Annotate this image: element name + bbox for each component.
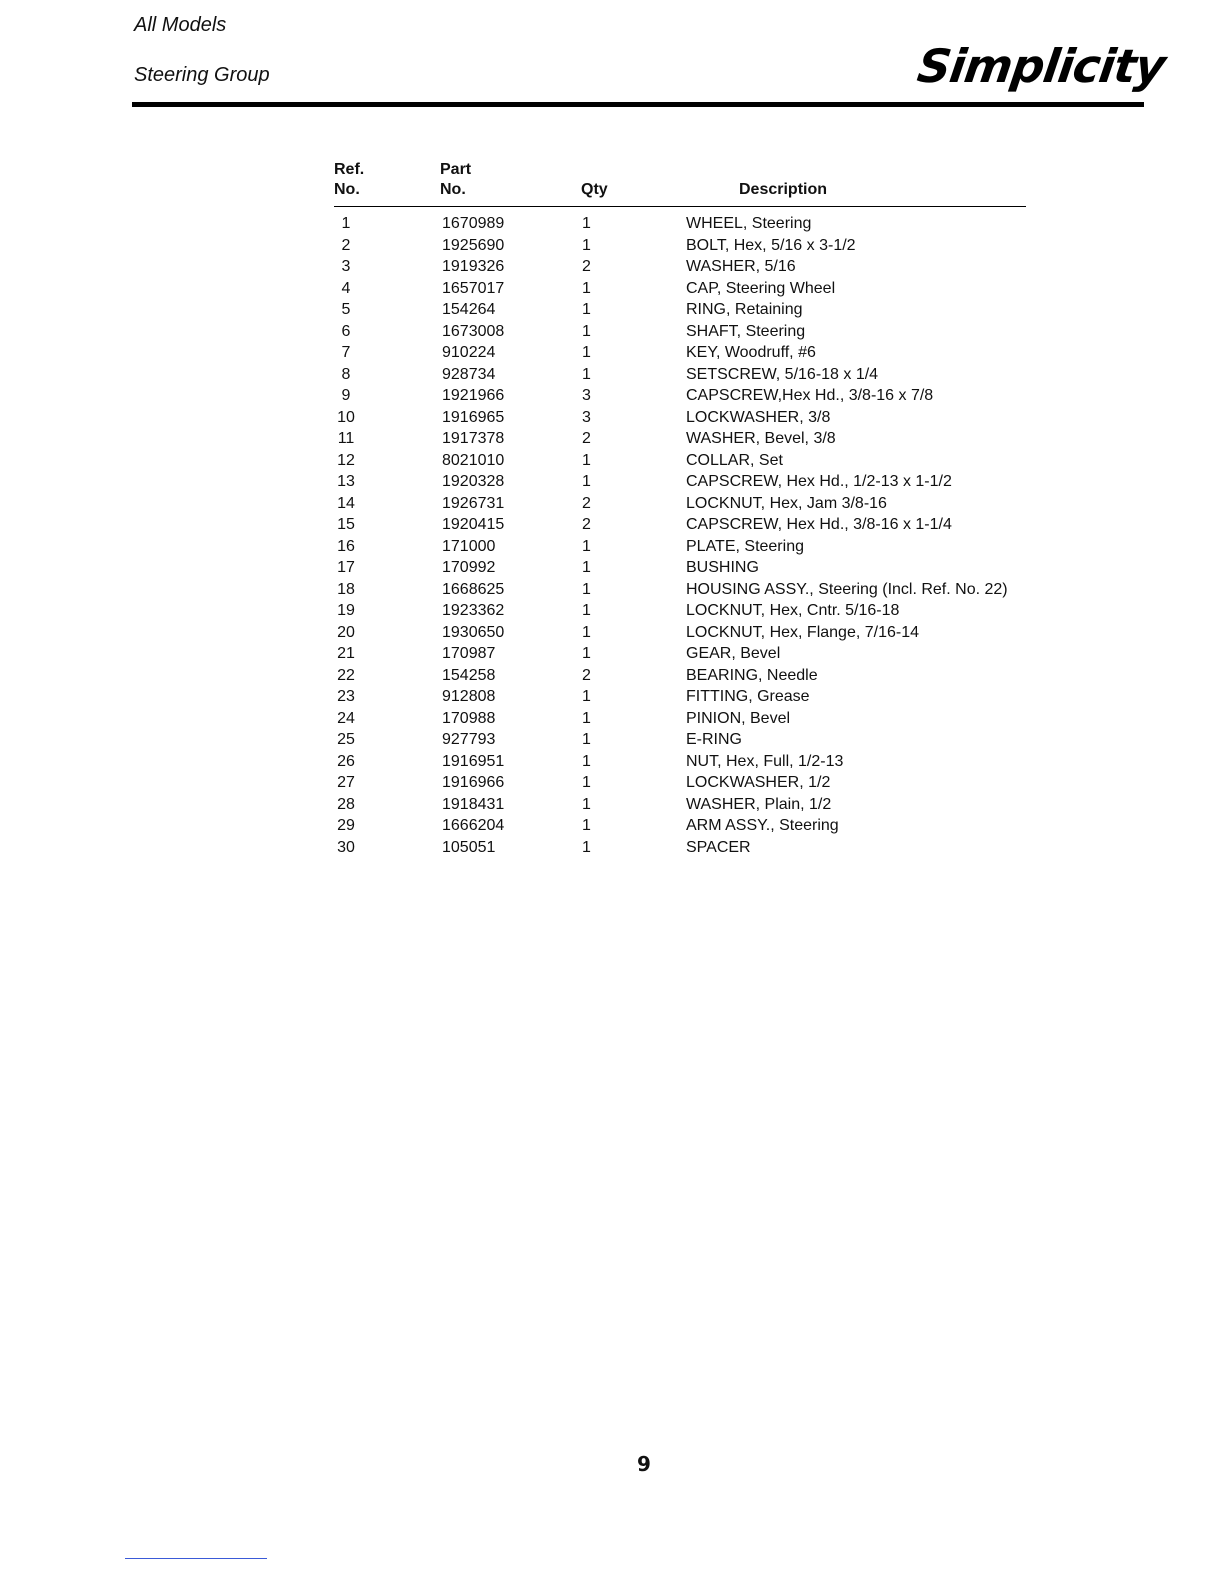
description-cell: HOUSING ASSY., Steering (Incl. Ref. No. 22) bbox=[686, 580, 1008, 598]
qty-cell: 1 bbox=[582, 365, 591, 383]
qty-cell: 1 bbox=[582, 559, 591, 576]
ref-no-cell: 18 bbox=[337, 580, 355, 598]
part-no-cell: 927793 bbox=[442, 731, 496, 748]
part-no-cell: 1920415 bbox=[442, 516, 505, 533]
part-no-cell: 1930650 bbox=[442, 623, 505, 641]
table-row bbox=[334, 751, 1026, 773]
qty-cell: 1 bbox=[582, 623, 591, 641]
table-row bbox=[334, 299, 1026, 321]
table-row bbox=[334, 385, 1026, 407]
table-row bbox=[334, 514, 1026, 536]
table-row bbox=[334, 536, 1026, 558]
ref-no-cell: 30 bbox=[337, 838, 355, 856]
description-cell: WASHER, Plain, 1/2 bbox=[686, 795, 832, 813]
ref-no-cell: 6 bbox=[341, 322, 351, 340]
description-cell: LOCKWASHER, 3/8 bbox=[686, 408, 831, 426]
description-cell: NUT, Hex, Full, 1/2-13 bbox=[686, 752, 844, 770]
ref-no-cell: 16 bbox=[337, 537, 355, 555]
description-cell: PINION, Bevel bbox=[686, 709, 791, 727]
description-cell: COLLAR, Set bbox=[686, 451, 783, 469]
ref-no-cell: 21 bbox=[337, 645, 355, 662]
table-row bbox=[334, 493, 1026, 515]
part-no-cell: 1917378 bbox=[442, 430, 505, 447]
ref-no-cell: 1 bbox=[341, 215, 351, 232]
part-no-cell: 1666204 bbox=[442, 817, 505, 834]
description-cell: LOCKNUT, Hex, Jam 3/8-16 bbox=[686, 494, 887, 512]
part-no-cell: 170992 bbox=[442, 559, 496, 576]
qty-cell: 3 bbox=[582, 408, 591, 426]
ref-no-cell: 23 bbox=[337, 688, 355, 705]
table-row bbox=[334, 579, 1026, 601]
ref-header-line2: No. bbox=[334, 181, 360, 198]
ref-no-cell: 13 bbox=[337, 473, 355, 490]
part-no-cell: 1925690 bbox=[442, 236, 505, 254]
part-no-cell: 1918431 bbox=[442, 795, 505, 813]
qty-header: Qty bbox=[581, 181, 608, 198]
qty-cell: 1 bbox=[582, 451, 591, 469]
description-cell: GEAR, Bevel bbox=[686, 645, 781, 662]
description-cell: PLATE, Steering bbox=[686, 537, 804, 555]
table-row bbox=[334, 428, 1026, 450]
part-no-cell: 8021010 bbox=[442, 451, 505, 469]
table-row bbox=[334, 256, 1026, 278]
ref-no-cell: 2 bbox=[341, 236, 351, 254]
part-no-cell: 1923362 bbox=[442, 602, 505, 619]
parts-table bbox=[334, 158, 1026, 858]
table-row bbox=[334, 471, 1026, 493]
ref-no-cell: 25 bbox=[337, 731, 355, 748]
ref-header-line1: Ref. bbox=[334, 161, 365, 178]
qty-cell: 2 bbox=[582, 494, 591, 512]
ref-no-cell: 9 bbox=[341, 387, 351, 404]
part-no-cell: 154264 bbox=[442, 301, 496, 318]
description-cell: CAPSCREW, Hex Hd., 3/8-16 x 1-1/4 bbox=[686, 516, 952, 533]
part-no-cell: 171000 bbox=[442, 537, 496, 555]
brand-logo: Simplicity bbox=[914, 39, 1169, 93]
table-row bbox=[334, 407, 1026, 429]
qty-cell: 1 bbox=[582, 838, 591, 856]
part-no-cell: 1673008 bbox=[442, 322, 505, 340]
table-row bbox=[334, 708, 1026, 730]
description-cell: LOCKNUT, Hex, Flange, 7/16-14 bbox=[686, 623, 919, 641]
table-row bbox=[334, 686, 1026, 708]
description-cell: BUSHING bbox=[686, 559, 759, 576]
description-cell: WASHER, 5/16 bbox=[686, 258, 796, 275]
ref-no-cell: 10 bbox=[337, 408, 355, 426]
description-cell: LOCKWASHER, 1/2 bbox=[686, 774, 831, 791]
header-models-label: All Models bbox=[134, 14, 227, 36]
description-cell: SHAFT, Steering bbox=[686, 322, 806, 340]
part-no-header bbox=[440, 160, 471, 200]
table-row bbox=[334, 364, 1026, 386]
qty-cell: 1 bbox=[582, 537, 591, 555]
header-section-title: Steering Group bbox=[134, 64, 270, 86]
part-no-cell: 1920328 bbox=[442, 473, 505, 490]
description-cell: SETSCREW, 5/16-18 x 1/4 bbox=[686, 365, 879, 383]
part-no-cell: 1668625 bbox=[442, 580, 505, 598]
part-no-cell: 105051 bbox=[442, 838, 496, 856]
table-row bbox=[334, 622, 1026, 644]
qty-cell: 2 bbox=[582, 666, 591, 684]
part-header-line1: Part bbox=[440, 161, 472, 178]
qty-cell: 1 bbox=[582, 580, 591, 598]
ref-no-cell: 17 bbox=[337, 559, 355, 576]
qty-cell: 2 bbox=[582, 516, 591, 533]
parts-table-header bbox=[334, 158, 1026, 207]
part-no-cell: 1926731 bbox=[442, 494, 505, 512]
table-row bbox=[334, 557, 1026, 579]
part-no-cell: 1916966 bbox=[442, 774, 505, 791]
table-row bbox=[334, 837, 1026, 859]
table-row bbox=[334, 729, 1026, 751]
description-cell: LOCKNUT, Hex, Cntr. 5/16-18 bbox=[686, 602, 900, 619]
part-no-cell: 170988 bbox=[442, 709, 496, 727]
table-row bbox=[334, 342, 1026, 364]
ref-no-cell: 26 bbox=[337, 752, 355, 770]
qty-cell: 1 bbox=[582, 752, 591, 770]
header-rule bbox=[132, 102, 1144, 107]
description-cell: CAP, Steering Wheel bbox=[686, 279, 836, 297]
table-row bbox=[334, 794, 1026, 816]
qty-cell: 1 bbox=[582, 301, 591, 318]
part-no-cell: 1916951 bbox=[442, 752, 505, 770]
part-no-cell: 1919326 bbox=[442, 258, 505, 275]
qty-cell: 2 bbox=[582, 258, 591, 275]
part-no-cell: 154258 bbox=[442, 666, 496, 684]
qty-cell: 1 bbox=[582, 322, 591, 340]
ref-no-cell: 19 bbox=[337, 602, 355, 619]
description-cell: KEY, Woodruff, #6 bbox=[686, 344, 816, 361]
part-no-cell: 928734 bbox=[442, 365, 496, 383]
part-no-cell: 1657017 bbox=[442, 279, 505, 297]
description-cell: RING, Retaining bbox=[686, 301, 803, 318]
table-row bbox=[334, 772, 1026, 794]
ref-no-cell: 12 bbox=[337, 451, 355, 469]
part-no-cell: 170987 bbox=[442, 645, 496, 662]
part-header-line2: No. bbox=[440, 181, 466, 198]
qty-cell: 1 bbox=[582, 473, 591, 490]
qty-cell: 1 bbox=[582, 602, 591, 619]
description-header: Description bbox=[739, 181, 828, 198]
description-cell: SPACER bbox=[686, 838, 751, 856]
ref-no-cell: 27 bbox=[337, 774, 355, 791]
table-row bbox=[334, 278, 1026, 300]
ref-no-cell: 14 bbox=[337, 494, 355, 512]
ref-no-cell: 3 bbox=[341, 258, 351, 275]
table-row bbox=[334, 321, 1026, 343]
qty-cell: 1 bbox=[582, 279, 591, 297]
description-cell: WHEEL, Steering bbox=[686, 215, 812, 232]
ref-no-cell: 22 bbox=[337, 666, 355, 684]
table-row bbox=[334, 815, 1026, 837]
table-row bbox=[334, 213, 1026, 235]
ref-no-cell: 11 bbox=[337, 430, 355, 447]
qty-cell: 1 bbox=[582, 709, 591, 727]
table-row bbox=[334, 235, 1026, 257]
qty-cell: 1 bbox=[582, 344, 591, 361]
qty-cell: 2 bbox=[582, 430, 591, 447]
description-cell: ARM ASSY., Steering bbox=[686, 817, 839, 834]
ref-no-cell: 8 bbox=[341, 365, 351, 383]
footer-line bbox=[125, 1558, 267, 1559]
qty-cell: 1 bbox=[582, 795, 591, 813]
qty-cell: 1 bbox=[582, 645, 591, 662]
ref-no-cell: 20 bbox=[337, 623, 355, 641]
ref-no-cell: 7 bbox=[341, 344, 351, 361]
qty-cell: 1 bbox=[582, 817, 591, 834]
ref-no-header bbox=[334, 160, 364, 200]
part-no-cell: 910224 bbox=[442, 344, 496, 361]
page-number: 9 bbox=[637, 1452, 651, 1476]
qty-cell: 1 bbox=[582, 688, 591, 705]
ref-no-cell: 29 bbox=[337, 817, 355, 834]
table-row bbox=[334, 643, 1026, 665]
part-no-cell: 1916965 bbox=[442, 408, 505, 426]
table-row bbox=[334, 450, 1026, 472]
qty-cell: 1 bbox=[582, 731, 591, 748]
table-row bbox=[334, 665, 1026, 687]
description-cell: WASHER, Bevel, 3/8 bbox=[686, 430, 836, 447]
qty-cell: 1 bbox=[582, 774, 591, 791]
description-cell: BOLT, Hex, 5/16 x 3-1/2 bbox=[686, 236, 856, 254]
parts-table-body bbox=[334, 207, 1026, 858]
qty-cell: 1 bbox=[582, 236, 591, 254]
description-cell: CAPSCREW,Hex Hd., 3/8-16 x 7/8 bbox=[686, 387, 934, 404]
description-cell: FITTING, Grease bbox=[686, 688, 810, 705]
ref-no-cell: 28 bbox=[337, 795, 355, 813]
qty-cell: 3 bbox=[582, 387, 591, 404]
description-cell: CAPSCREW, Hex Hd., 1/2-13 x 1-1/2 bbox=[686, 473, 952, 490]
part-no-cell: 912808 bbox=[442, 688, 496, 705]
description-cell: E-RING bbox=[686, 731, 742, 748]
qty-cell: 1 bbox=[582, 215, 591, 232]
ref-no-cell: 5 bbox=[341, 301, 351, 318]
ref-no-cell: 4 bbox=[341, 279, 351, 297]
ref-no-cell: 24 bbox=[337, 709, 355, 727]
part-no-cell: 1670989 bbox=[442, 215, 505, 232]
table-row bbox=[334, 600, 1026, 622]
description-cell: BEARING, Needle bbox=[686, 666, 818, 684]
part-no-cell: 1921966 bbox=[442, 387, 505, 404]
ref-no-cell: 15 bbox=[337, 516, 355, 533]
